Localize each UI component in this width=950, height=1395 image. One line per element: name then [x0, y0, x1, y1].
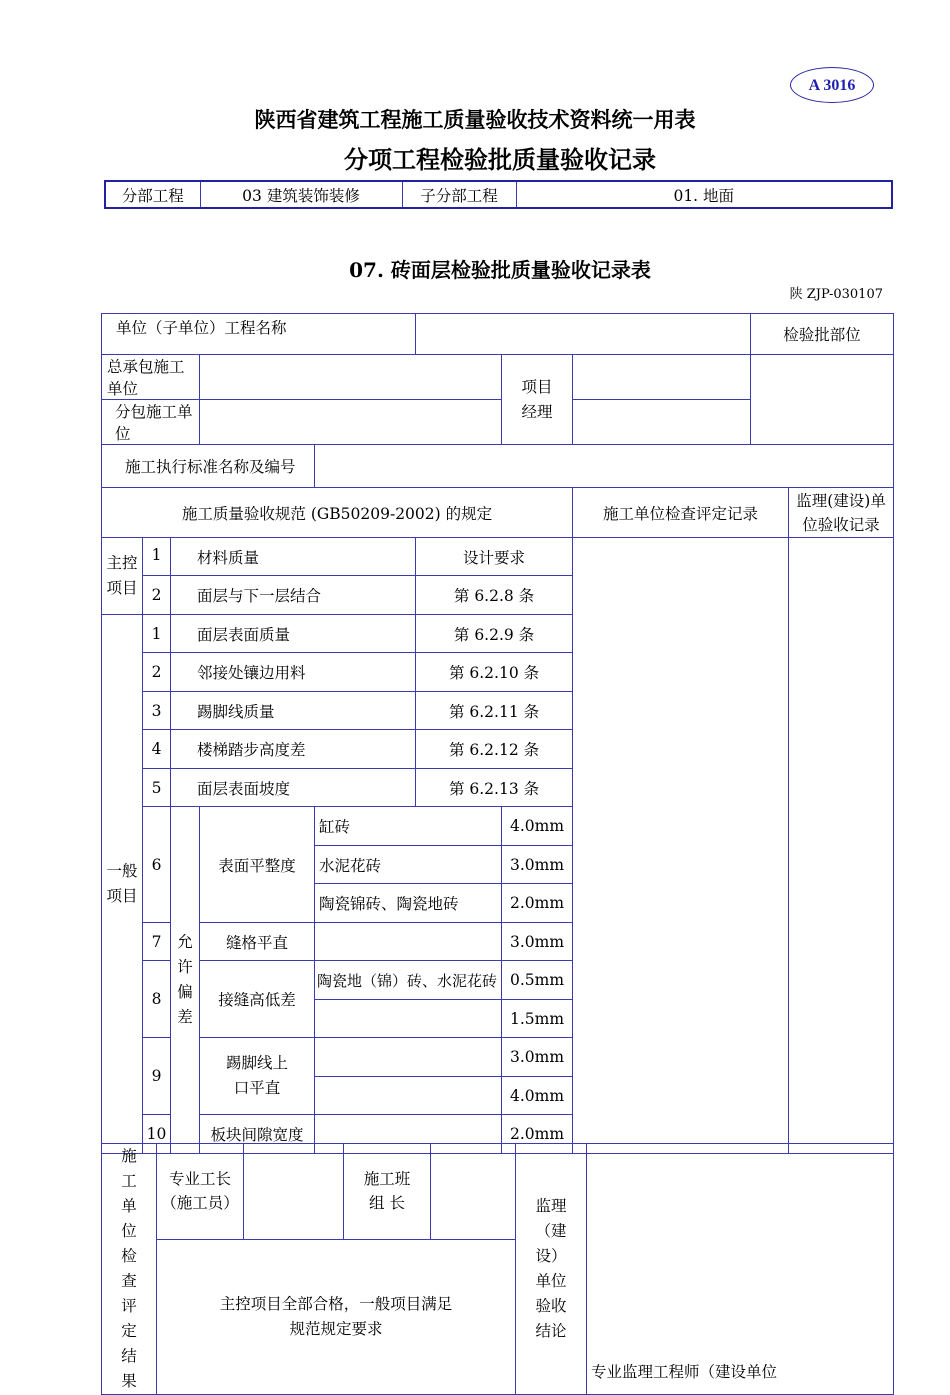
deviation-value: 1.5mm — [502, 1000, 573, 1038]
inspection-record-table — [101, 313, 894, 1154]
team-leader-label: 施工班组 长 — [344, 1144, 431, 1240]
main-item-requirement: 第 6.2.8 条 — [416, 576, 573, 615]
general-item-no: 4 — [143, 730, 171, 769]
deviation-item-name: 板块间隙宽度 — [200, 1115, 315, 1154]
spec-header: 施工质量验收规范 (GB50209-2002) 的规定 — [102, 488, 573, 538]
foreman-label: 专业工长（施工员） — [157, 1144, 244, 1240]
sub-contractor-value[interactable] — [200, 400, 502, 445]
deviation-value: 4.0mm — [502, 1077, 573, 1115]
general-item-name: 踢脚线质量 — [171, 692, 416, 730]
sub-contractor-label: 分包施工单位 — [102, 400, 200, 445]
deviation-value: 4.0mm — [502, 807, 573, 846]
main-control-label: 主控项目 — [102, 538, 143, 615]
document-subtitle: 分项工程检验批质量验收记录 — [344, 145, 656, 174]
allowed-deviation-text: 允许偏差 — [177, 933, 193, 1026]
main-item-name: 材料质量 — [171, 538, 416, 576]
standard-label: 施工执行标准名称及编号 — [102, 445, 315, 488]
general-item-no: 3 — [143, 692, 171, 730]
deviation-material — [315, 923, 502, 961]
division-label: 分部工程 — [105, 181, 200, 208]
inspection-part-value[interactable] — [751, 355, 894, 445]
general-item-name: 楼梯踏步高度差 — [171, 730, 416, 769]
general-contractor-label: 总承包施工单位 — [102, 355, 200, 400]
document-title: 陕西省建筑工程施工质量验收技术资料统一用表 — [254, 107, 696, 132]
deviation-value: 3.0mm — [502, 923, 573, 961]
main-item-requirement: 设计要求 — [416, 538, 573, 576]
deviation-item-no: 6 — [143, 807, 171, 923]
division-header-table — [104, 180, 893, 209]
general-item-no: 5 — [143, 769, 171, 807]
division-value[interactable]: 03 建筑装饰装修 — [200, 181, 402, 208]
deviation-item-no: 7 — [143, 923, 171, 961]
general-item-name: 邻接处镶边用料 — [171, 653, 416, 692]
project-manager-label — [502, 355, 573, 445]
general-item-no: 2 — [143, 653, 171, 692]
deviation-material — [315, 1000, 502, 1038]
subdivision-label: 子分部工程 — [402, 181, 516, 208]
deviation-item-name: 踢脚线上口平直 — [200, 1038, 315, 1115]
general-item-requirement: 第 6.2.11 条 — [416, 692, 573, 730]
deviation-item-name: 接缝高低差 — [200, 961, 315, 1038]
conclusion-line-1: 主控项目全部合格，一般项目满足 — [219, 1294, 453, 1313]
construction-result-label: 施工单位检查评定结果 — [102, 1144, 157, 1395]
deviation-material: 水泥花砖 — [315, 846, 502, 884]
conclusion-line-2: 规范规定要求 — [289, 1319, 383, 1338]
general-item-name: 面层表面坡度 — [171, 769, 416, 807]
supervision-record-value[interactable] — [789, 538, 894, 1154]
deviation-value: 2.0mm — [502, 1115, 573, 1154]
deviation-value: 0.5mm — [502, 961, 573, 1000]
project-manager-label-line1: 项目 — [521, 377, 553, 396]
unit-name-label: 单位（子单位）工程名称 — [102, 314, 416, 355]
construction-conclusion[interactable] — [157, 1239, 516, 1394]
project-manager-value-2[interactable] — [573, 400, 751, 445]
allowed-deviation-label — [171, 807, 200, 1154]
inspection-part-label: 检验批部位 — [751, 314, 894, 355]
subdivision-value[interactable]: 01. 地面 — [516, 181, 892, 208]
general-item-name: 面层表面质量 — [171, 615, 416, 653]
result-table — [101, 1143, 894, 1395]
deviation-material — [315, 1077, 502, 1115]
construction-record-header: 施工单位检查评定记录 — [573, 488, 789, 538]
form-number-badge: A 3016 — [790, 67, 874, 103]
general-item-no: 1 — [143, 615, 171, 653]
deviation-value: 2.0mm — [502, 884, 573, 923]
general-contractor-value[interactable] — [200, 355, 502, 400]
deviation-material: 陶瓷地（锦）砖、水泥花砖 — [315, 961, 502, 1000]
main-item-no: 2 — [143, 576, 171, 615]
deviation-material — [315, 1038, 502, 1077]
supervision-conclusion-label: 监理（建设）单位验收结论 — [516, 1144, 587, 1395]
deviation-item-no: 10 — [143, 1115, 171, 1154]
deviation-item-no: 9 — [143, 1038, 171, 1115]
general-item-requirement: 第 6.2.10 条 — [416, 653, 573, 692]
deviation-item-name: 缝格平直 — [200, 923, 315, 961]
general-item-requirement: 第 6.2.12 条 — [416, 730, 573, 769]
supervisor-signature[interactable]: 专业监理工程师（建设单位 — [587, 1144, 894, 1395]
team-leader-value[interactable] — [431, 1144, 516, 1240]
construction-record-value[interactable] — [573, 538, 789, 1154]
project-manager-value-1[interactable] — [573, 355, 751, 400]
deviation-item-no: 8 — [143, 961, 171, 1038]
deviation-value: 3.0mm — [502, 846, 573, 884]
form-code: 陕 ZJP-030107 — [789, 287, 883, 302]
foreman-value[interactable] — [244, 1144, 344, 1240]
supervision-record-header: 监理(建设)单位验收记录 — [789, 488, 894, 538]
general-items-label: 一般项目 — [102, 615, 143, 1154]
deviation-item-name: 表面平整度 — [200, 807, 315, 923]
deviation-material: 缸砖 — [315, 807, 502, 846]
main-item-no: 1 — [143, 538, 171, 576]
form-title: 07. 砖面层检验批质量验收记录表 — [349, 258, 651, 282]
main-item-name: 面层与下一层结合 — [171, 576, 416, 615]
general-item-requirement: 第 6.2.9 条 — [416, 615, 573, 653]
standard-value[interactable] — [315, 445, 894, 488]
deviation-value: 3.0mm — [502, 1038, 573, 1077]
general-item-requirement: 第 6.2.13 条 — [416, 769, 573, 807]
unit-name-value[interactable] — [416, 314, 751, 355]
project-manager-label-line2: 经理 — [521, 402, 553, 421]
deviation-material: 陶瓷锦砖、陶瓷地砖 — [315, 884, 502, 923]
